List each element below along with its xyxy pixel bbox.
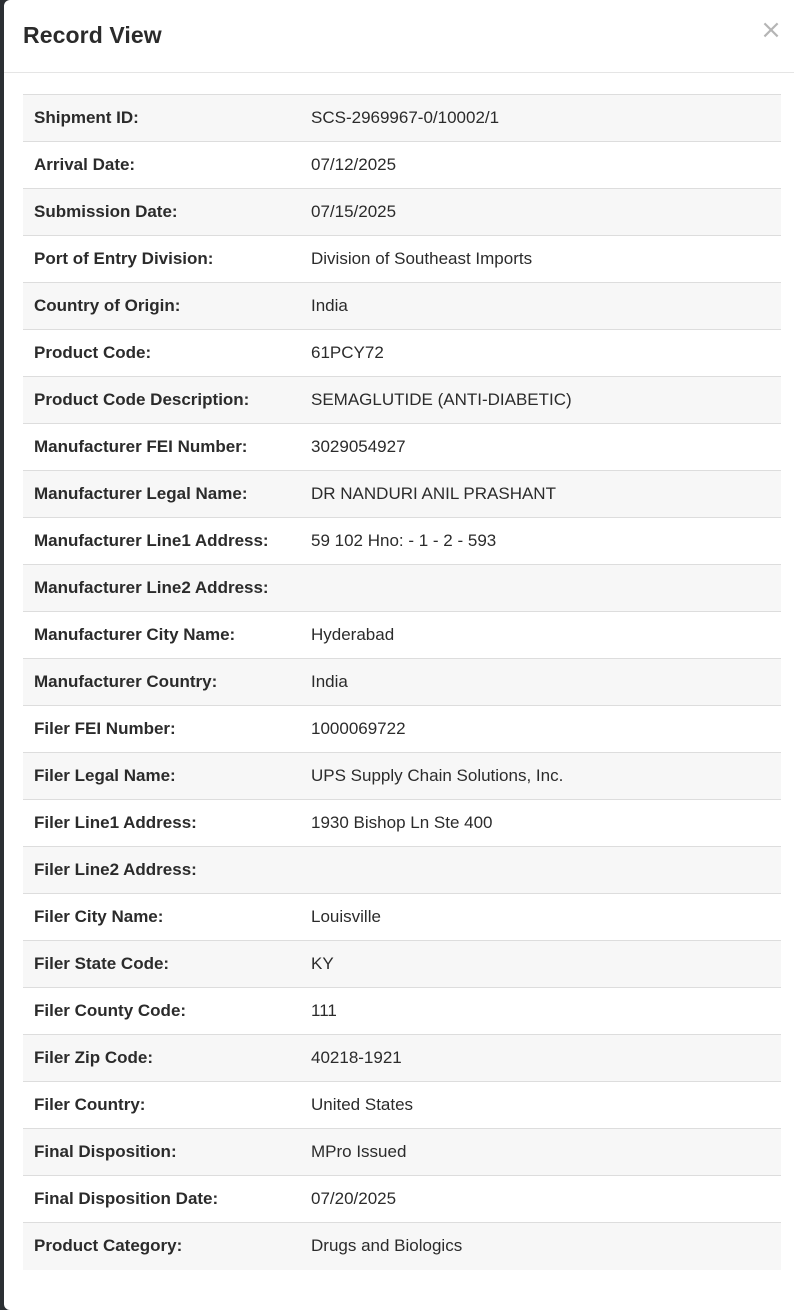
table-row [23, 518, 781, 565]
record-table-body [23, 95, 781, 1270]
table-row [23, 1082, 781, 1129]
table-row [23, 753, 781, 800]
field-value: 1930 Bishop Ln Ste 400 [300, 800, 781, 847]
modal-body [23, 94, 781, 1270]
field-label: Filer Line2 Address: [23, 847, 300, 894]
field-label: Shipment ID: [23, 95, 300, 142]
table-row [23, 894, 781, 941]
field-label: Manufacturer City Name: [23, 612, 300, 659]
field-label: Filer FEI Number: [23, 706, 300, 753]
field-value: 59 102 Hno: - 1 - 2 - 593 [300, 518, 781, 565]
field-value: 1000069722 [300, 706, 781, 753]
field-label: Filer County Code: [23, 988, 300, 1035]
field-label: Arrival Date: [23, 142, 300, 189]
field-label: Filer Legal Name: [23, 753, 300, 800]
field-value: India [300, 283, 781, 330]
record-table [23, 94, 781, 1270]
table-row [23, 95, 781, 142]
field-value: 07/20/2025 [300, 1176, 781, 1223]
field-value: KY [300, 941, 781, 988]
field-label: Product Code: [23, 330, 300, 377]
field-value: UPS Supply Chain Solutions, Inc. [300, 753, 781, 800]
table-row [23, 706, 781, 753]
table-row [23, 1035, 781, 1082]
field-value: 61PCY72 [300, 330, 781, 377]
field-label: Manufacturer Legal Name: [23, 471, 300, 518]
field-label: Submission Date: [23, 189, 300, 236]
table-row [23, 1176, 781, 1223]
field-value: United States [300, 1082, 781, 1129]
modal-title: Record View [23, 22, 162, 48]
field-value: 3029054927 [300, 424, 781, 471]
field-label: Port of Entry Division: [23, 236, 300, 283]
field-value: SCS-2969967-0/10002/1 [300, 95, 781, 142]
table-row [23, 565, 781, 612]
table-row [23, 847, 781, 894]
field-label: Manufacturer Line1 Address: [23, 518, 300, 565]
field-label: Manufacturer Country: [23, 659, 300, 706]
table-row [23, 1129, 781, 1176]
field-value: Division of Southeast Imports [300, 236, 781, 283]
table-row [23, 1223, 781, 1270]
field-value: 111 [300, 988, 781, 1035]
field-label: Filer City Name: [23, 894, 300, 941]
field-label: Final Disposition Date: [23, 1176, 300, 1223]
table-row [23, 988, 781, 1035]
field-value: 07/15/2025 [300, 189, 781, 236]
record-view-modal [4, 0, 794, 1310]
field-value: Hyderabad [300, 612, 781, 659]
field-value: Louisville [300, 894, 781, 941]
field-value: SEMAGLUTIDE (ANTI-DIABETIC) [300, 377, 781, 424]
field-label: Filer Zip Code: [23, 1035, 300, 1082]
table-row [23, 189, 781, 236]
field-value: MPro Issued [300, 1129, 781, 1176]
field-label: Manufacturer Line2 Address: [23, 565, 300, 612]
modal-header [4, 0, 794, 73]
field-value: India [300, 659, 781, 706]
table-row [23, 283, 781, 330]
field-label: Filer Country: [23, 1082, 300, 1129]
field-label: Country of Origin: [23, 283, 300, 330]
table-row [23, 330, 781, 377]
field-value [300, 847, 781, 894]
field-value [300, 565, 781, 612]
field-label: Manufacturer FEI Number: [23, 424, 300, 471]
table-row [23, 800, 781, 847]
field-value: DR NANDURI ANIL PRASHANT [300, 471, 781, 518]
close-button[interactable] [760, 17, 782, 43]
field-label: Filer Line1 Address: [23, 800, 300, 847]
table-row [23, 377, 781, 424]
field-label: Final Disposition: [23, 1129, 300, 1176]
close-icon: × [760, 15, 782, 45]
field-value: 07/12/2025 [300, 142, 781, 189]
table-row [23, 236, 781, 283]
table-row [23, 471, 781, 518]
field-label: Product Category: [23, 1223, 300, 1270]
field-label: Product Code Description: [23, 377, 300, 424]
field-label: Filer State Code: [23, 941, 300, 988]
table-row [23, 142, 781, 189]
field-value: Drugs and Biologics [300, 1223, 781, 1270]
table-row [23, 941, 781, 988]
table-row [23, 659, 781, 706]
table-row [23, 424, 781, 471]
field-value: 40218-1921 [300, 1035, 781, 1082]
table-row [23, 612, 781, 659]
